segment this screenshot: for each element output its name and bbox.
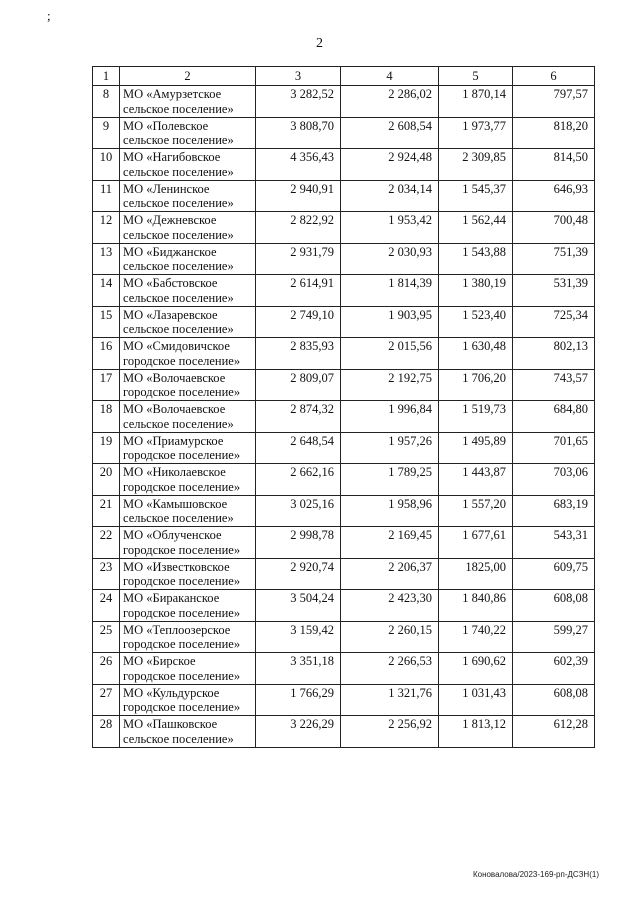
value-cell-col3: 2 614,91 (256, 275, 341, 307)
table-row (93, 653, 595, 685)
municipality-cell (120, 401, 256, 433)
row-number-cell: 10 (93, 149, 120, 181)
municipality-name: МО «Известковское (123, 559, 230, 574)
row-number-cell: 27 (93, 684, 120, 716)
municipality-type: сельское поселение» (123, 196, 234, 210)
value-cell-col5: 1 031,43 (439, 684, 513, 716)
municipality-cell (120, 243, 256, 275)
municipality-cell (120, 338, 256, 370)
municipality-type: городское поселение» (123, 700, 241, 714)
column-header: 1 (93, 67, 120, 86)
municipality-cell (120, 590, 256, 622)
value-cell-col6: 802,13 (513, 338, 595, 370)
corner-mark: ; (47, 8, 51, 23)
value-cell-col6: 683,19 (513, 495, 595, 527)
value-cell-col4: 2 034,14 (341, 180, 439, 212)
row-number-cell: 16 (93, 338, 120, 370)
row-number-cell: 20 (93, 464, 120, 496)
table-row (93, 149, 595, 181)
table-row (93, 495, 595, 527)
table-row (93, 117, 595, 149)
value-cell-col5: 1 443,87 (439, 464, 513, 496)
municipality-cell (120, 275, 256, 307)
value-cell-col4: 2 608,54 (341, 117, 439, 149)
value-cell-col5: 1 690,62 (439, 653, 513, 685)
value-cell-col5: 1 519,73 (439, 401, 513, 433)
municipality-type: сельское поселение» (123, 133, 234, 147)
row-number-cell: 28 (93, 716, 120, 748)
municipality-name: МО «Амурзетское (123, 87, 222, 101)
value-cell-col3: 2 998,78 (256, 527, 341, 559)
row-number-cell: 24 (93, 590, 120, 622)
table-row (93, 369, 595, 401)
value-cell-col4: 1 903,95 (341, 306, 439, 338)
value-cell-col6: 531,39 (513, 275, 595, 307)
table-row (93, 558, 595, 590)
value-cell-col5: 1 706,20 (439, 369, 513, 401)
table-row (93, 243, 595, 275)
value-cell-col3: 2 931,79 (256, 243, 341, 275)
value-cell-col5: 1 740,22 (439, 621, 513, 653)
row-number-cell: 25 (93, 621, 120, 653)
municipality-type: городское поселение» (123, 385, 241, 399)
value-cell-col4: 2 169,45 (341, 527, 439, 559)
value-cell-col4: 1 814,39 (341, 275, 439, 307)
value-cell-col6: 814,50 (513, 149, 595, 181)
municipality-name: МО «Бирское (123, 654, 196, 668)
value-cell-col4: 1 996,84 (341, 401, 439, 433)
row-number-cell: 22 (93, 527, 120, 559)
table-row (93, 180, 595, 212)
row-number-cell: 14 (93, 275, 120, 307)
value-cell-col3: 2 749,10 (256, 306, 341, 338)
municipality-cell (120, 180, 256, 212)
value-cell-col4: 1 321,76 (341, 684, 439, 716)
value-cell-col5: 1 813,12 (439, 716, 513, 748)
municipality-type: городское поселение» (123, 605, 241, 620)
value-cell-col5: 1 495,89 (439, 432, 513, 464)
row-number-cell: 11 (93, 180, 120, 212)
table-row (93, 401, 595, 433)
value-cell-col5: 1 557,20 (439, 495, 513, 527)
municipality-name: МО «Бираканское (123, 591, 220, 605)
municipality-name: МО «Дежневское (123, 213, 217, 227)
municipality-type: сельское поселение» (123, 416, 234, 431)
municipality-name: МО «Нагибовское (123, 150, 221, 164)
table-row (93, 684, 595, 716)
municipality-name: МО «Лазаревское (123, 307, 218, 322)
column-header: 5 (439, 67, 513, 86)
data-table (92, 66, 595, 748)
municipality-type: городское поселение» (123, 574, 241, 588)
value-cell-col5: 1 523,40 (439, 306, 513, 338)
table-row (93, 86, 595, 118)
municipality-type: городское поселение» (123, 668, 241, 683)
municipality-cell (120, 432, 256, 464)
municipality-cell (120, 716, 256, 748)
value-cell-col6: 684,80 (513, 401, 595, 433)
municipality-type: городское поселение» (123, 479, 241, 494)
value-cell-col3: 2 940,91 (256, 180, 341, 212)
row-number-cell: 12 (93, 212, 120, 244)
municipality-name: МО «Биджанское (123, 244, 217, 259)
table-row (93, 275, 595, 307)
municipality-cell (120, 684, 256, 716)
value-cell-col6: 609,75 (513, 558, 595, 590)
value-cell-col3: 3 504,24 (256, 590, 341, 622)
table-row (93, 212, 595, 244)
municipality-cell (120, 621, 256, 653)
value-cell-col6: 602,39 (513, 653, 595, 685)
municipality-type: сельское поселение» (123, 322, 234, 336)
row-number-cell: 13 (93, 243, 120, 275)
municipality-cell (120, 149, 256, 181)
municipality-cell (120, 369, 256, 401)
value-cell-col6: 599,27 (513, 621, 595, 653)
value-cell-col3: 1 766,29 (256, 684, 341, 716)
column-header: 2 (120, 67, 256, 86)
municipality-name: МО «Николаевское (123, 465, 226, 479)
table-row (93, 621, 595, 653)
value-cell-col3: 2 648,54 (256, 432, 341, 464)
value-cell-col4: 2 206,37 (341, 558, 439, 590)
value-cell-col4: 2 266,53 (341, 653, 439, 685)
column-header: 3 (256, 67, 341, 86)
table-header-row (93, 67, 595, 86)
value-cell-col4: 2 260,15 (341, 621, 439, 653)
municipality-cell (120, 558, 256, 590)
municipality-name: МО «Кульдурское (123, 685, 220, 700)
column-header: 4 (341, 67, 439, 86)
municipality-cell (120, 86, 256, 118)
value-cell-col5: 1 380,19 (439, 275, 513, 307)
municipality-type: сельское поселение» (123, 511, 234, 525)
municipality-name: МО «Волочаевское (123, 402, 226, 416)
value-cell-col6: 612,28 (513, 716, 595, 748)
value-cell-col3: 3 808,70 (256, 117, 341, 149)
municipality-name: МО «Смидовичское (123, 339, 230, 353)
municipality-cell (120, 306, 256, 338)
value-cell-col5: 1 677,61 (439, 527, 513, 559)
value-cell-col6: 797,57 (513, 86, 595, 118)
value-cell-col3: 2 920,74 (256, 558, 341, 590)
table-row (93, 306, 595, 338)
row-number-cell: 15 (93, 306, 120, 338)
value-cell-col4: 1 953,42 (341, 212, 439, 244)
municipality-name: МО «Полевское (123, 118, 209, 133)
value-cell-col6: 700,48 (513, 212, 595, 244)
value-cell-col4: 1 958,96 (341, 495, 439, 527)
value-cell-col3: 3 226,29 (256, 716, 341, 748)
row-number-cell: 26 (93, 653, 120, 685)
value-cell-col4: 2 192,75 (341, 369, 439, 401)
municipality-name: МО «Приамурское (123, 433, 224, 448)
value-cell-col5: 1 630,48 (439, 338, 513, 370)
municipality-name: МО «Теплоозерское (123, 622, 231, 637)
municipality-name: МО «Пашковское (123, 717, 218, 731)
row-number-cell: 23 (93, 558, 120, 590)
municipality-name: МО «Бабстовское (123, 276, 218, 290)
value-cell-col6: 701,65 (513, 432, 595, 464)
value-cell-col4: 2 030,93 (341, 243, 439, 275)
value-cell-col5: 1 973,77 (439, 117, 513, 149)
value-cell-col6: 725,34 (513, 306, 595, 338)
value-cell-col5: 1 840,86 (439, 590, 513, 622)
municipality-cell (120, 464, 256, 496)
table-row (93, 338, 595, 370)
value-cell-col5: 2 309,85 (439, 149, 513, 181)
table-row (93, 716, 595, 748)
municipality-cell (120, 653, 256, 685)
value-cell-col3: 3 282,52 (256, 86, 341, 118)
value-cell-col6: 608,08 (513, 590, 595, 622)
municipality-type: сельское поселение» (123, 259, 234, 273)
row-number-cell: 17 (93, 369, 120, 401)
municipality-type: сельское поселение» (123, 290, 234, 305)
row-number-cell: 18 (93, 401, 120, 433)
value-cell-col3: 2 874,32 (256, 401, 341, 433)
municipality-type: городское поселение» (123, 542, 241, 557)
value-cell-col5: 1825,00 (439, 558, 513, 590)
value-cell-col5: 1 545,37 (439, 180, 513, 212)
municipality-type: сельское поселение» (123, 164, 234, 179)
municipality-cell (120, 117, 256, 149)
value-cell-col3: 2 822,92 (256, 212, 341, 244)
value-cell-col3: 3 351,18 (256, 653, 341, 685)
value-cell-col6: 703,06 (513, 464, 595, 496)
municipality-cell (120, 527, 256, 559)
footer-reference: Коновалова/2023-169-рп-ДСЗН(1) (472, 870, 599, 879)
value-cell-col4: 2 924,48 (341, 149, 439, 181)
table-row (93, 590, 595, 622)
value-cell-col4: 2 256,92 (341, 716, 439, 748)
column-header: 6 (513, 67, 595, 86)
value-cell-col6: 543,31 (513, 527, 595, 559)
value-cell-col6: 743,57 (513, 369, 595, 401)
value-cell-col5: 1 562,44 (439, 212, 513, 244)
value-cell-col3: 4 356,43 (256, 149, 341, 181)
table-row (93, 432, 595, 464)
table-row (93, 464, 595, 496)
page-number: 2 (316, 36, 323, 51)
value-cell-col3: 2 809,07 (256, 369, 341, 401)
value-cell-col3: 2 662,16 (256, 464, 341, 496)
value-cell-col4: 1 957,26 (341, 432, 439, 464)
row-number-cell: 9 (93, 117, 120, 149)
municipality-type: сельское поселение» (123, 227, 234, 242)
municipality-name: МО «Волочаевское (123, 370, 226, 385)
municipality-type: городское поселение» (123, 353, 241, 368)
value-cell-col3: 2 835,93 (256, 338, 341, 370)
value-cell-col6: 818,20 (513, 117, 595, 149)
value-cell-col6: 646,93 (513, 180, 595, 212)
row-number-cell: 21 (93, 495, 120, 527)
row-number-cell: 8 (93, 86, 120, 118)
value-cell-col4: 2 015,56 (341, 338, 439, 370)
municipality-type: сельское поселение» (123, 101, 234, 116)
value-cell-col4: 1 789,25 (341, 464, 439, 496)
value-cell-col3: 3 025,16 (256, 495, 341, 527)
municipality-name: МО «Камышовское (123, 496, 228, 511)
value-cell-col3: 3 159,42 (256, 621, 341, 653)
municipality-type: городское поселение» (123, 637, 241, 651)
municipality-type: городское поселение» (123, 448, 241, 462)
value-cell-col4: 2 423,30 (341, 590, 439, 622)
municipality-name: МО «Облученское (123, 528, 222, 542)
table-row (93, 527, 595, 559)
value-cell-col5: 1 543,88 (439, 243, 513, 275)
value-cell-col6: 608,08 (513, 684, 595, 716)
value-cell-col5: 1 870,14 (439, 86, 513, 118)
municipality-name: МО «Ленинское (123, 181, 210, 196)
municipality-cell (120, 212, 256, 244)
row-number-cell: 19 (93, 432, 120, 464)
municipality-cell (120, 495, 256, 527)
value-cell-col6: 751,39 (513, 243, 595, 275)
value-cell-col4: 2 286,02 (341, 86, 439, 118)
municipality-type: сельское поселение» (123, 731, 234, 746)
